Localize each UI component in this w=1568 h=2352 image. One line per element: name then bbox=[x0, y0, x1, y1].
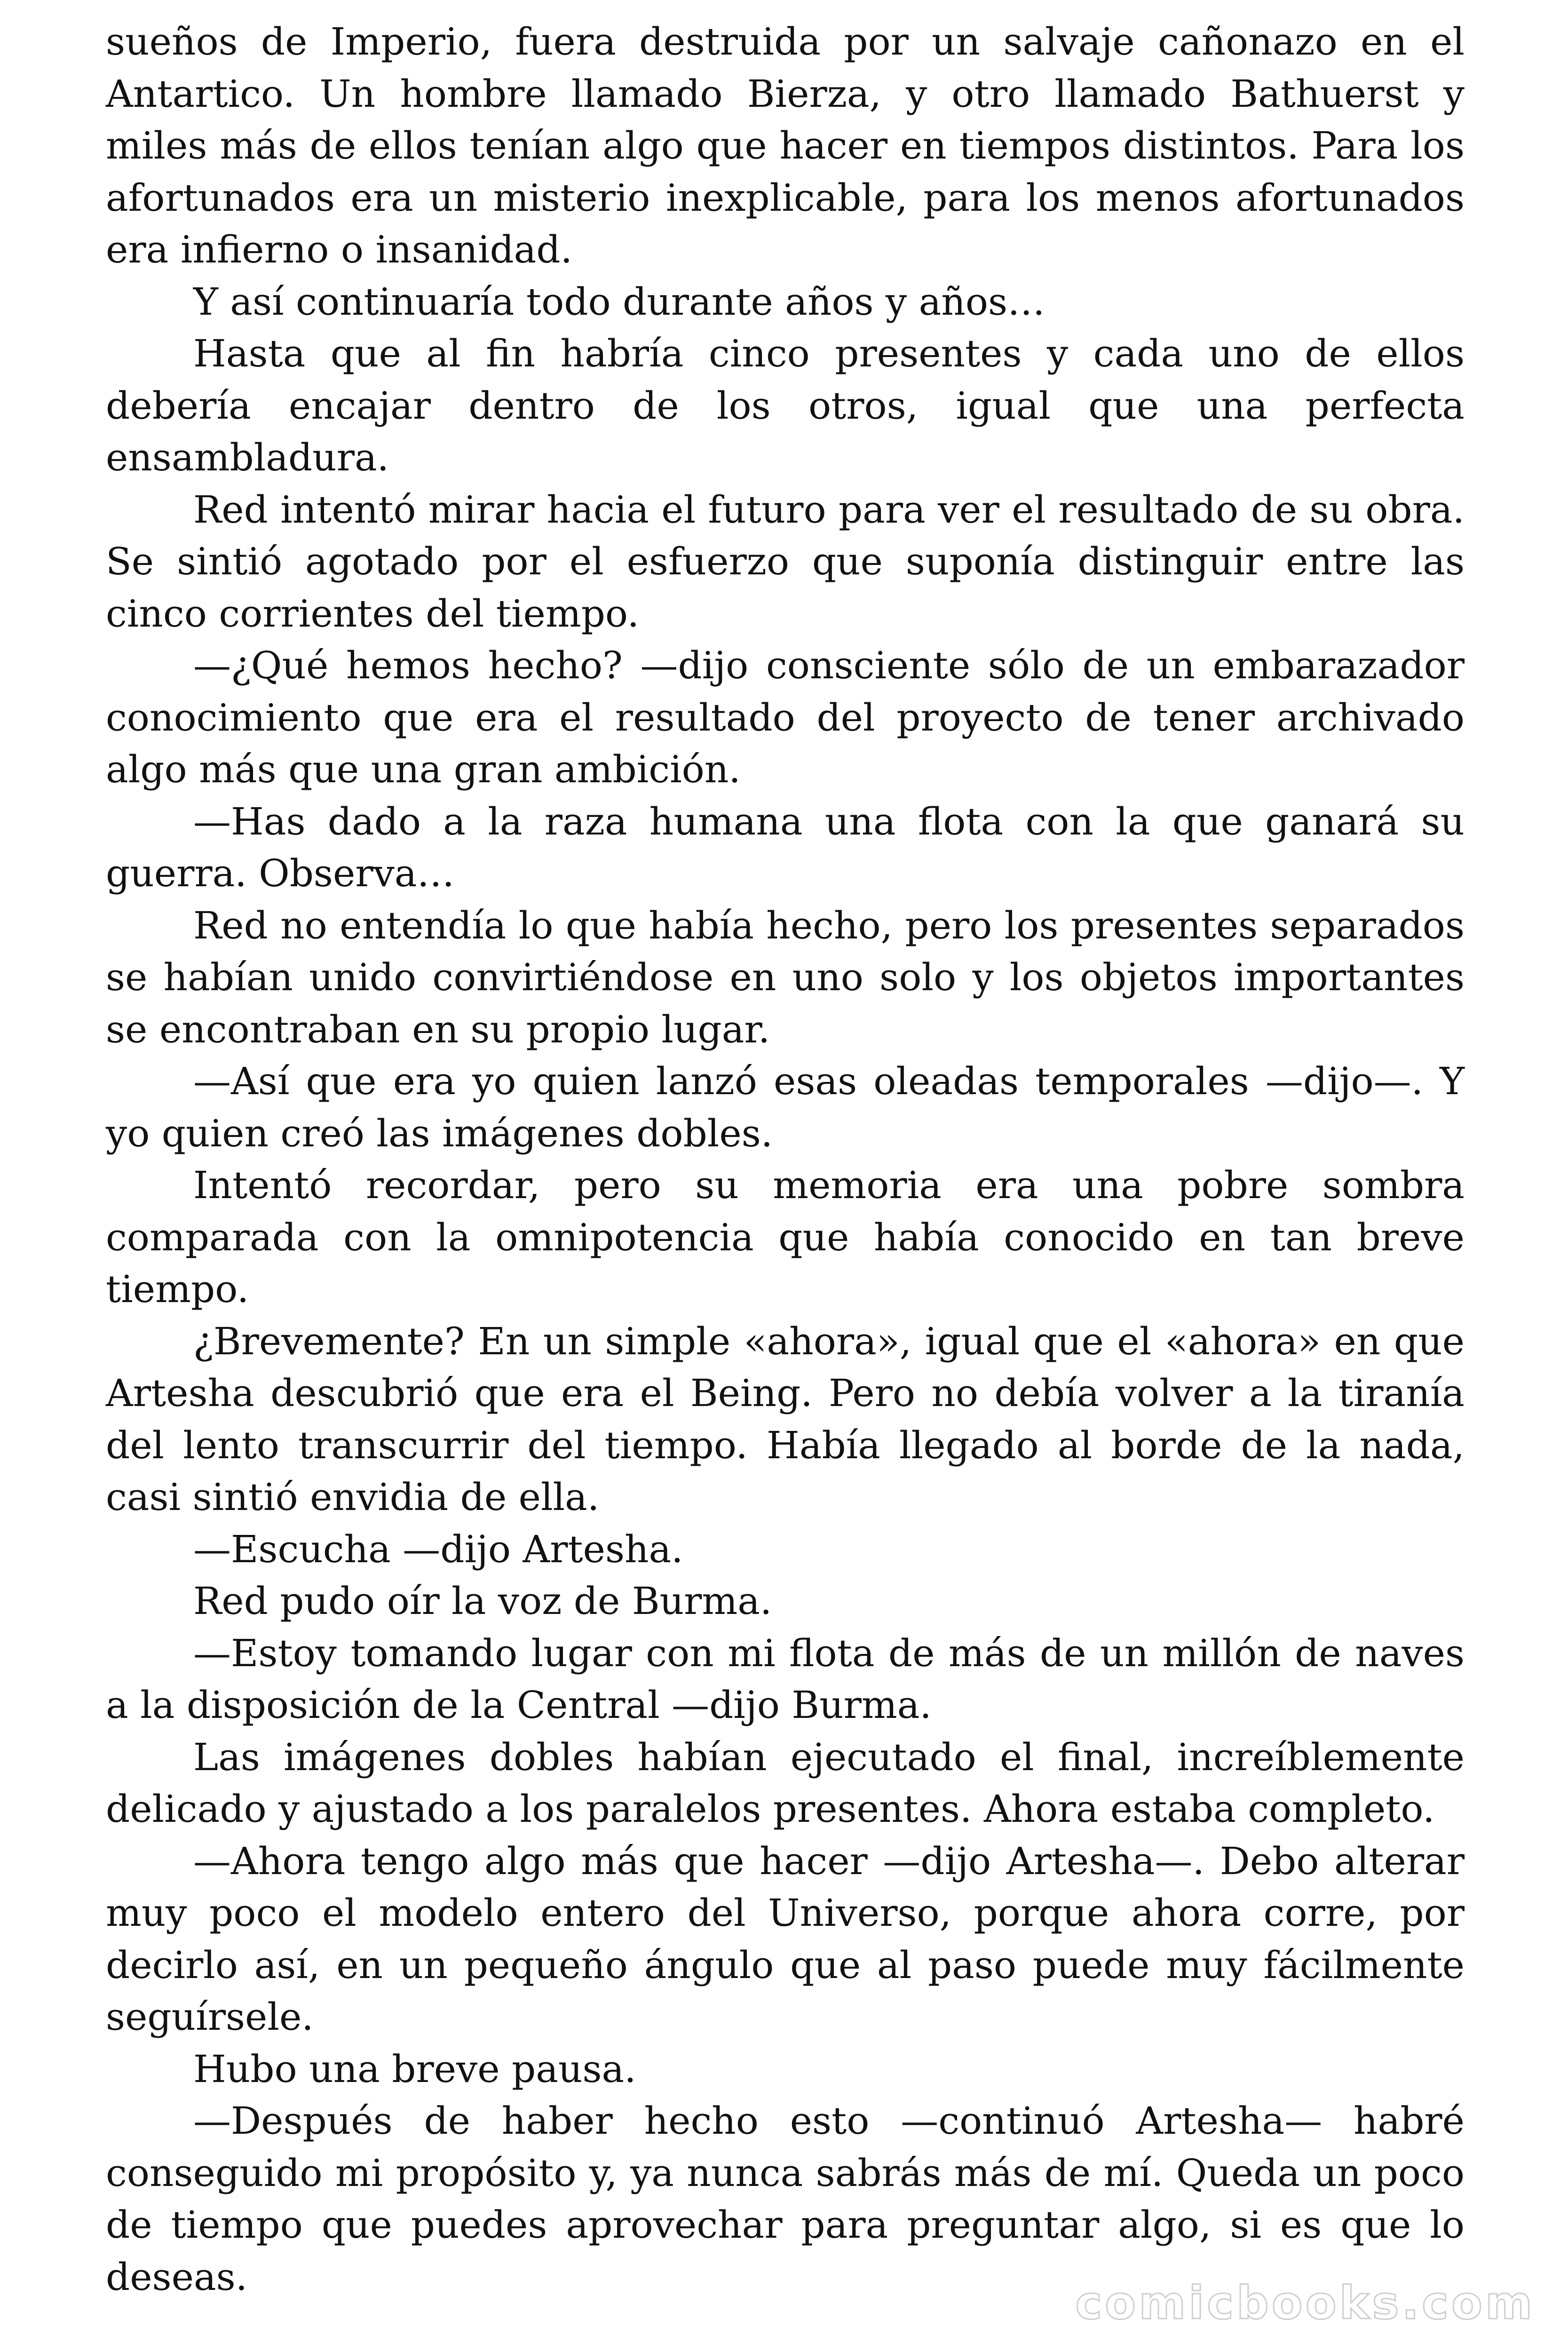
paragraph: Red pudo oír la voz de Burma. bbox=[193, 1579, 772, 1623]
paragraph: —Ahora tengo algo más que hacer —dijo Artesha—. Debo alterar muy poco el modelo entero del Universo, porque ahora corre, por decirlo así, en un pequeño ángulo que al paso puede muy fácilmente seguírsele. bbox=[106, 1839, 1465, 2039]
paragraph: ¿Brevemente? En un simple «ahora», igual que el «ahora» en que Artesha descubrió que era el Being. Pero no debía volver a la tiranía del lento transcurrir del tiempo. Había llegado al borde de la nada, casi sintió envidia de ella. bbox=[106, 1319, 1465, 1519]
paragraph: —Así que era yo quien lanzó esas oleadas temporales —dijo—. Y yo quien creó las imágenes dobles. bbox=[106, 1059, 1465, 1155]
paragraph: Y así continuaría todo durante años y años… bbox=[193, 279, 1045, 324]
paragraph: Red no entendía lo que había hecho, pero los presentes separados se habían unido convirtiéndose en uno solo y los objetos importantes se encontraban en su propio lugar. bbox=[106, 903, 1465, 1051]
paragraph: —Después de haber hecho esto —continuó Artesha— habré conseguido mi propósito y, ya nunca sabrás más de mí. Queda un poco de tiempo que puedes aprovechar para preguntar algo, si es que lo deseas. bbox=[106, 2099, 1465, 2299]
paragraph: —Has dado a la raza humana una flota con la que ganará su guerra. Observa… bbox=[106, 799, 1465, 895]
paragraph: Red intentó mirar hacia el futuro para ver el resultado de su obra. Se sintió agotado por el esfuerzo que suponía distinguir entre las cinco corrientes del tiempo. bbox=[106, 487, 1465, 636]
paragraph: Hubo una breve pausa. bbox=[193, 2047, 636, 2091]
paragraph: sueños de Imperio, fuera destruida por un salvaje cañonazo en el Antartico. Un hombre llamado Bierza, y otro llamado Bathuerst y miles más de ellos tenían algo que hacer en tiempos distintos. Para los afortunados era un misterio inexplicable, para los menos afortunados era infierno o insanidad. bbox=[106, 20, 1465, 271]
paragraph: Hasta que al fin habría cinco presentes y cada uno de ellos debería encajar dentro de los otros, igual que una perfecta ensambladura. bbox=[106, 332, 1465, 479]
paragraph: Intentó recordar, pero su memoria era una pobre sombra comparada con la omnipotencia que había conocido en tan breve tiempo. bbox=[106, 1163, 1465, 1311]
body-text bbox=[106, 16, 1465, 2303]
paragraph: Las imágenes dobles habían ejecutado el final, increíblemente delicado y ajustado a los paralelos presentes. Ahora estaba completo. bbox=[106, 1735, 1465, 1831]
watermark: comicbooks.com bbox=[1075, 2277, 1535, 2329]
paragraph: —Escucha —dijo Artesha. bbox=[193, 1527, 683, 1571]
paragraph: —¿Qué hemos hecho? —dijo consciente sólo de un embarazador conocimiento que era el resultado del proyecto de tener archivado algo más que una gran ambición. bbox=[106, 644, 1465, 791]
paragraph: —Estoy tomando lugar con mi flota de más de un millón de naves a la disposición de la Central —dijo Burma. bbox=[106, 1631, 1465, 1727]
